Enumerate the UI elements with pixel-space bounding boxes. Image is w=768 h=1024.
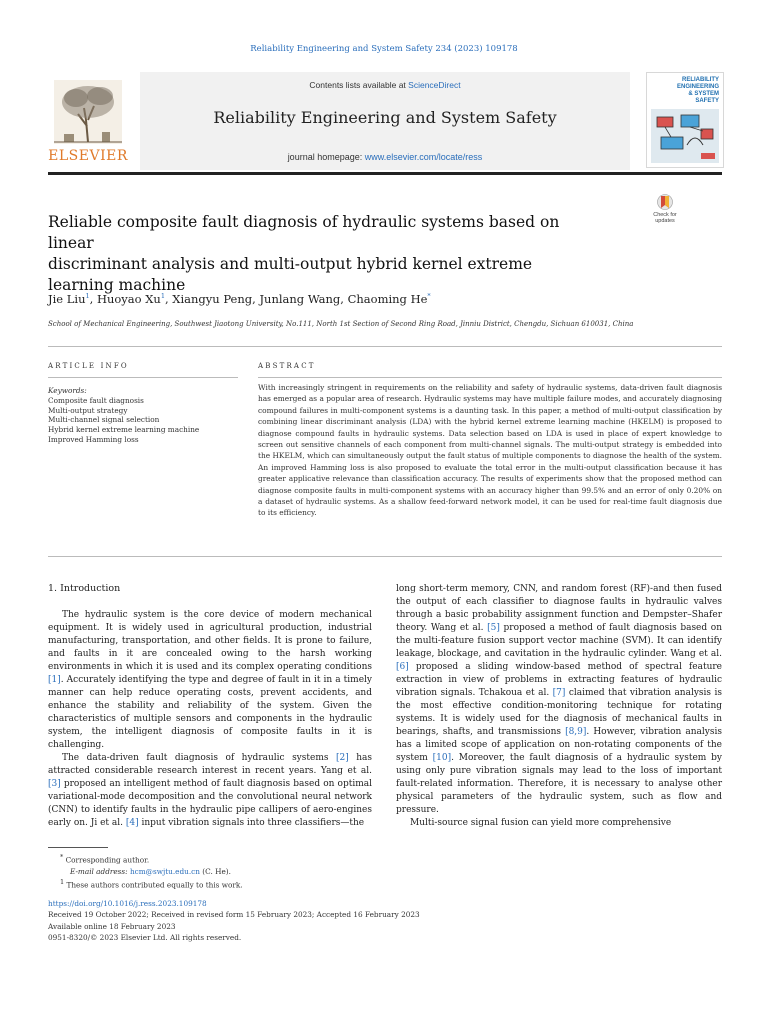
journal-homepage-link[interactable]: www.elsevier.com/locate/ress [364,152,483,162]
citation-link[interactable]: [7] [552,688,566,698]
journal-citation-line[interactable]: Reliability Engineering and System Safety 234 (2023) 109178 [250,44,518,54]
author-name[interactable]: Xiangyu Peng [172,292,253,306]
body-text: . Accurately identifying the type and degree of fault in it in a timely manner can help reduce operating costs, prevent accidents, and enhance the stability and reliability of the system. Given the characteristics of multiple sensors and components in the hydraulic system, the intelligent diagnosis of composite faults in it is challenging. [48,675,372,750]
cover-title [651,77,719,105]
footnote-corresponding [48,852,448,866]
abstract-heading: ABSTRACT [258,362,316,370]
footnote-email [48,866,448,877]
author-separator: , [340,292,348,306]
body-text: Multi-source signal fusion can yield more comprehensive [410,818,672,828]
author-separator: , [89,292,97,306]
section-heading-introduction: 1. Introduction [48,583,121,594]
author-separator: , [252,292,260,306]
author-name[interactable]: Junlang Wang [259,292,341,306]
keyword-item: Multi-channel signal selection [48,415,160,425]
keywords-block [48,386,248,445]
title-line: learning machine [48,276,186,294]
body-text: proposed an intelligent method of fault diagnosis based on optimal variational-mode decomposition and the convolutional neural network (CNN) to identify faults in the hydraulic pipe callipers of aero-engines early on. Ji et al. [48,779,372,828]
email-link[interactable]: hcm@swjtu.edu.cn [129,866,200,876]
received-dates: Received 19 October 2022; Received in revised form 15 February 2023; Accepted 16 February 2023 [48,910,420,920]
title-line: Reliable composite fault diagnosis of hydraulic systems based on linear [48,213,560,252]
available-online: Available online 18 February 2023 [48,921,176,931]
keywords-label: Keywords: [48,386,87,395]
citation-link[interactable]: [5] [487,623,500,633]
body-text: . Moreover, the fault diagnosis of a hydraulic system by using only pure vibration signals may lead to the loss of important fault-related information. Therefore, it is necessary to analyse other physical parameters of the hydraulic system, such as flow and pressure. [396,753,722,815]
journal-cover-thumbnail[interactable] [646,72,724,168]
author-name[interactable]: Jie Liu [48,292,86,306]
keyword-item: Hybrid kernel extreme learning machine [48,425,200,435]
footnote-rule [48,847,108,848]
cover-illustration-icon [651,109,719,163]
body-text: claimed that vibration analysis is the most effective condition-monitoring technique for rotating systems. It is widely used for the diagnosis of mechanical faults in bearings, shafts, and transmissions [396,688,722,737]
check-for-updates-badge[interactable] [646,194,684,230]
cover-title-line: SAFETY [695,98,719,104]
body-paragraph [396,583,722,817]
author-name[interactable]: Huoyao Xu [96,292,161,306]
body-column-right [396,583,722,830]
footnote-equal-contribution [48,877,448,891]
body-text: long short-term memory, CNN, and random forest (RF)-and then fused the output of each classifier to diagnose faults in hydraulic valves through a basic probability assignment function and Dempster–Shafer theory. Wang et al. [396,584,722,633]
doi-link[interactable]: https://doi.org/10.1016/j.ress.2023.109178 [48,899,207,908]
body-text: proposed a method of fault diagnosis based on the multi-feature fusion support vector machine (SVM). It can identify leakage, blockage, and cavitation in the hydraulic cylinder. Wang et al. [396,623,722,659]
journal-header [140,72,630,170]
author-list [48,292,722,306]
citation-link[interactable]: [3] [48,779,61,789]
footnote-text: These authors contributed equally to this work. [66,880,243,890]
body-text: . However, vibration analysis has a limited scope of application on non-rotating components of the system [396,727,722,763]
keyword-item: Multi-output strategy [48,405,128,415]
abstract-text: With increasingly stringent in requirements on the reliability and safety of hydraulic systems, data-driven fault diagnosis has emerged as a popular area of research. Hydraulic systems may have multiple failure modes, and accurately diagnosing compound failures in multi-component systems is a daunting task. In this paper, a method of multi-output classification by combining linear discriminant analysis (LDA) with the hybrid kernel extreme learning machine (HKELM) is proposed to diagnose compound faults in hydraulic systems. Data selection based on LDA is used in place of expert knowledge to screen out sensitive channels of each component from multi-channel signals. The multi-output strategy is embedded into the HKELM, which can simultaneously output the fault status of multiple components to diagnose the health of the system. An improved Hamming loss is also proposed to evaluate the total error in the multi-output classification because it has greater applicative relevance than classification accuracy. The results of experiments show that the proposed method can diagnose composite faults in multi-component systems with an accuracy higher than 99.5% and an error of only 0.20% on a dataset of hydraulic systems. As a shallow feed-forward network model, it can be used for real-time fault diagnosis due to its efficiency. [258,383,722,518]
author-marker[interactable]: 1 [160,292,165,301]
elsevier-wordmark: ELSEVIER [48,148,128,164]
body-text: proposed a sliding window-based method of spectral feature extraction in view of problems in extracting features of hydraulic vibration signals. Tchakoua et al. [396,662,722,698]
contents-prefix: Contents lists available at [309,80,409,90]
author-separator: , [164,292,173,306]
body-paragraph [396,817,722,830]
article-history [48,898,722,944]
footnotes [48,852,448,891]
email-label: E-mail address: [70,866,128,876]
journal-name: Reliability Engineering and System Safety [213,108,557,127]
divider [48,346,722,347]
divider [258,377,722,378]
body-text: The data-driven fault diagnosis of hydraulic systems [62,753,336,763]
journal-homepage-line [140,152,630,162]
divider [48,556,722,557]
body-text: input vibration signals into three classifiers—the [138,818,365,828]
body-paragraph [48,609,372,752]
sciencedirect-link[interactable]: ScienceDirect [408,80,461,90]
cover-title-line: ENGINEERING [676,84,719,90]
body-text: The hydraulic system is the core device of modern mechanical equipment. It is widely used in agricultural production, industrial manufacturing, transportation, and other fields. It is prone to failure, and faults in it are concealed owing to the harsh working environments in which it is used and its complex operating conditions [48,610,372,672]
divider [48,377,238,378]
author-marker[interactable]: * [427,292,431,301]
citation-link[interactable]: [6] [396,662,409,672]
homepage-prefix: journal homepage: [287,152,365,162]
cover-title-line: & SYSTEM [688,91,719,97]
keyword-item: Composite fault diagnosis [48,395,144,405]
bookmark-ribbon-icon [657,194,673,211]
citation-link[interactable]: [10] [432,753,452,763]
body-text: has attracted considerable research interest in recent years. Yang et al. [48,753,372,776]
title-line: discriminant analysis and multi-output hybrid kernel extreme [48,255,533,273]
citation-link[interactable]: [1] [48,675,61,685]
copyright: 0951-8320/© 2023 Elsevier Ltd. All rights reserved. [48,933,242,943]
email-suffix: (C. He). [199,866,231,876]
contents-line [140,80,630,90]
elsevier-logo [48,76,128,166]
citation-link[interactable]: [4] [125,818,139,828]
header-rule [48,172,722,175]
footnote-marker: * [60,853,64,861]
citation-link[interactable]: [2] [335,753,349,763]
author-affiliation: School of Mechanical Engineering, Southwest Jiaotong University, No.111, North 1st Section of Second Ring Road, Jinniu District, Chengdu, Sichuan 610031, China [48,320,634,328]
article-info-heading: ARTICLE INFO [48,362,129,370]
body-paragraph [48,752,372,830]
author-name[interactable]: Chaoming He [347,292,428,306]
elsevier-tree-icon [54,80,122,144]
badge-label: Check for updates [653,212,677,224]
keyword-item: Improved Hamming loss [48,434,139,444]
citation-link[interactable]: [8,9] [565,727,587,737]
footnote-marker: 1 [60,878,65,887]
body-column-left [48,609,372,830]
footnote-text: Corresponding author. [65,855,150,865]
author-marker[interactable]: 1 [85,292,90,301]
article-title [48,212,608,296]
cover-title-line: RELIABILITY [682,77,719,83]
